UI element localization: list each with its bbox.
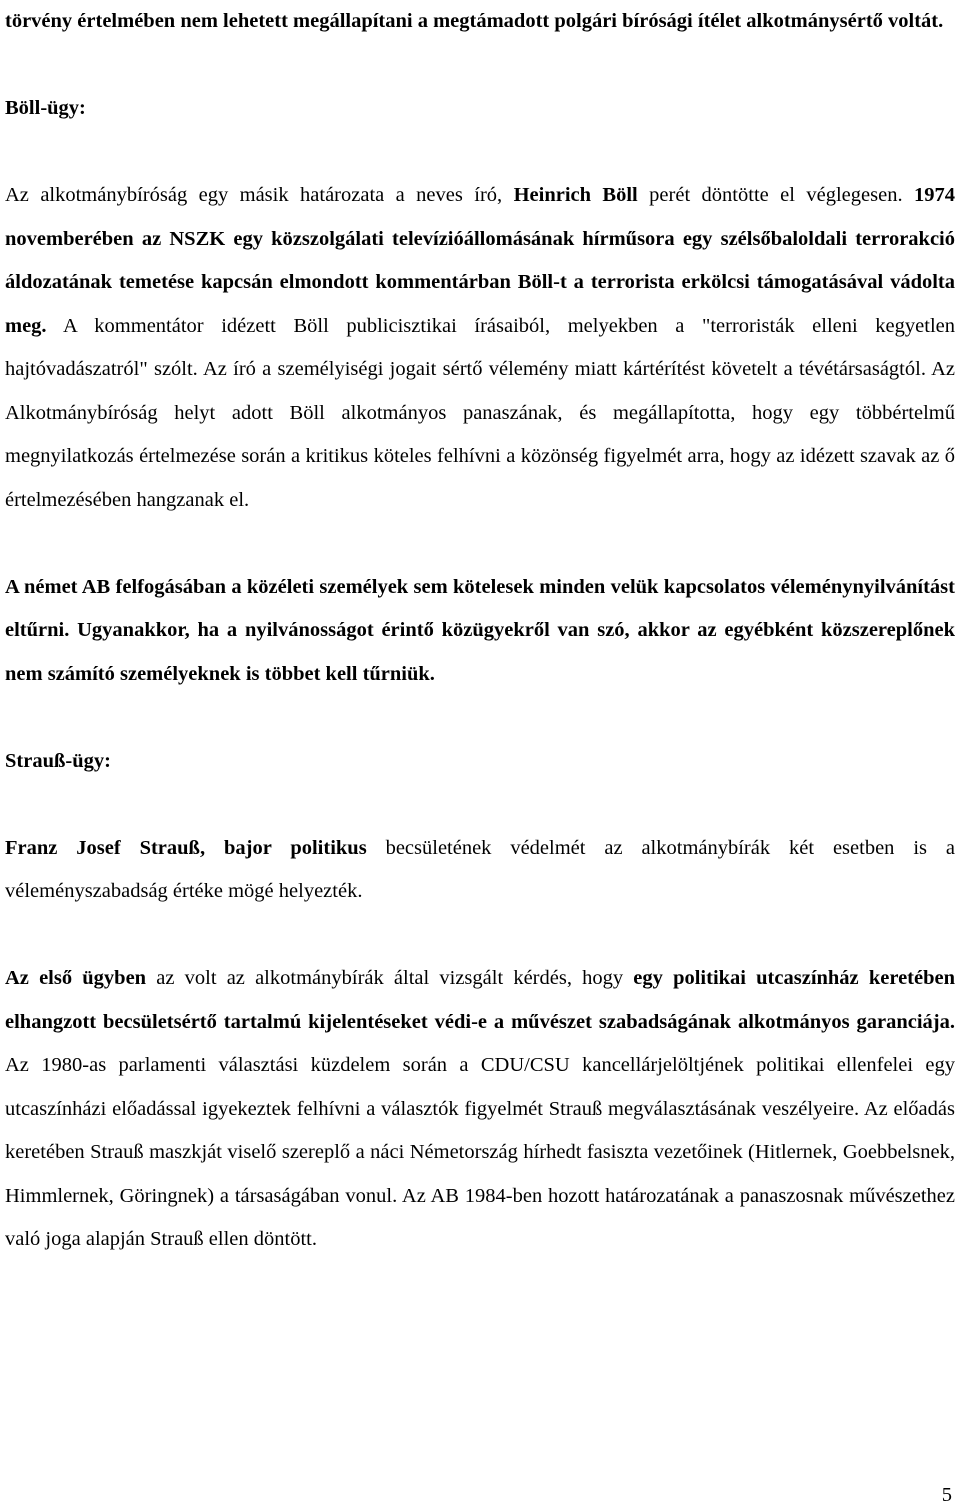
strauss-name: Franz Josef Strauß, bajor politikus	[5, 836, 367, 859]
paragraph-first-case	[5, 957, 955, 1262]
first-case-text-2: Az 1980-as parlamenti választási küzdelem során a CDU/CSU kancellárjelöltjének politikai ellenfelei egy utcaszínházi előadással igyekeztek felhívni a választók figyelmét Strauß megválasztásának veszélyeire. Az előadás keretében Strauß maszkját viselő szereplő a náci Németország hírhedt fasiszta vezetőinek (Hitlernek, Goebbelsnek, Himmlernek, Göringnek) a társaságában vonul. Az AB 1984-ben hozott határozatának a panaszosnak művészethez való joga alapján Strauß ellen döntött.	[5, 1054, 955, 1250]
page-number: 5	[941, 1484, 952, 1506]
boll-text-2: perét döntötte el véglegesen.	[637, 184, 914, 206]
first-case-text-1: az volt az alkotmánybírák által vizsgált kérdés, hogy	[146, 967, 634, 989]
boll-text-1: Az alkotmánybíróság egy másik határozata a neves író,	[5, 184, 514, 206]
first-case-label: Az első ügyben	[5, 967, 147, 989]
paragraph-ab-view	[5, 566, 955, 697]
intro-text: törvény értelmében nem lehetett megállapítani a megtámadott polgári bírósági ítélet alkotmánysértő voltát.	[5, 10, 944, 32]
paragraph-boll	[5, 174, 955, 522]
boll-bold-summary: 1974 novemberében az NSZK egy közszolgálati televízióállomásának hírműsora egy szélsőbaloldali terrorakció áldozatának temetése kapcsán elmondott kommentárban Böll-t a terrorista erkölcsi támogatásával vádolta meg.	[5, 184, 955, 337]
section-heading-boll: Böll-ügy:	[5, 97, 86, 119]
first-case-question: egy politikai utcaszínház keretében elhangzott becsületsértő tartalmú kijelentéseket védi-e a művészet szabadságának alkotmányos garanciája.	[5, 967, 955, 1033]
section-heading-strauss: Strauß-ügy:	[5, 749, 111, 772]
document-page	[5, 0, 955, 1262]
paragraph-strauss-intro	[5, 827, 955, 914]
boll-text-3: A kommentátor idézett Böll publicisztikai írásaiból, melyekben a "terroristák elleni kegyetlen hajtóvadászatról" szólt. Az író a személyiségi jogait sértő vélemény miatt kártérítést követelt a tévétársaságtól. Az Alkotmánybíróság helyt adott Böll alkotmányos panaszának, és megállapította, hogy egy többértelmű megnyilatkozás értelmezése során a kritikus köteles felhívni a közönség figyelmét arra, hogy az idézett szavak az ő értelmezésében hangzanak el.	[5, 314, 955, 511]
paragraph-intro	[5, 0, 955, 44]
boll-name: Heinrich Böll	[513, 184, 638, 206]
ab-view-bold: A német AB felfogásában a közéleti személyek sem kötelesek minden velük kapcsolatos véleménynyilvánítást eltűrni. Ugyanakkor, ha a nyilvánosságot érintő közügyekről van szó, akkor az egyébként közszereplőnek nem számító személyeknek is többet kell tűrniük.	[5, 575, 955, 685]
strauss-intro-text: becsületének védelmét az alkotmánybírák két esetben is a véleményszabadság értéke mögé helyezték.	[5, 836, 955, 902]
